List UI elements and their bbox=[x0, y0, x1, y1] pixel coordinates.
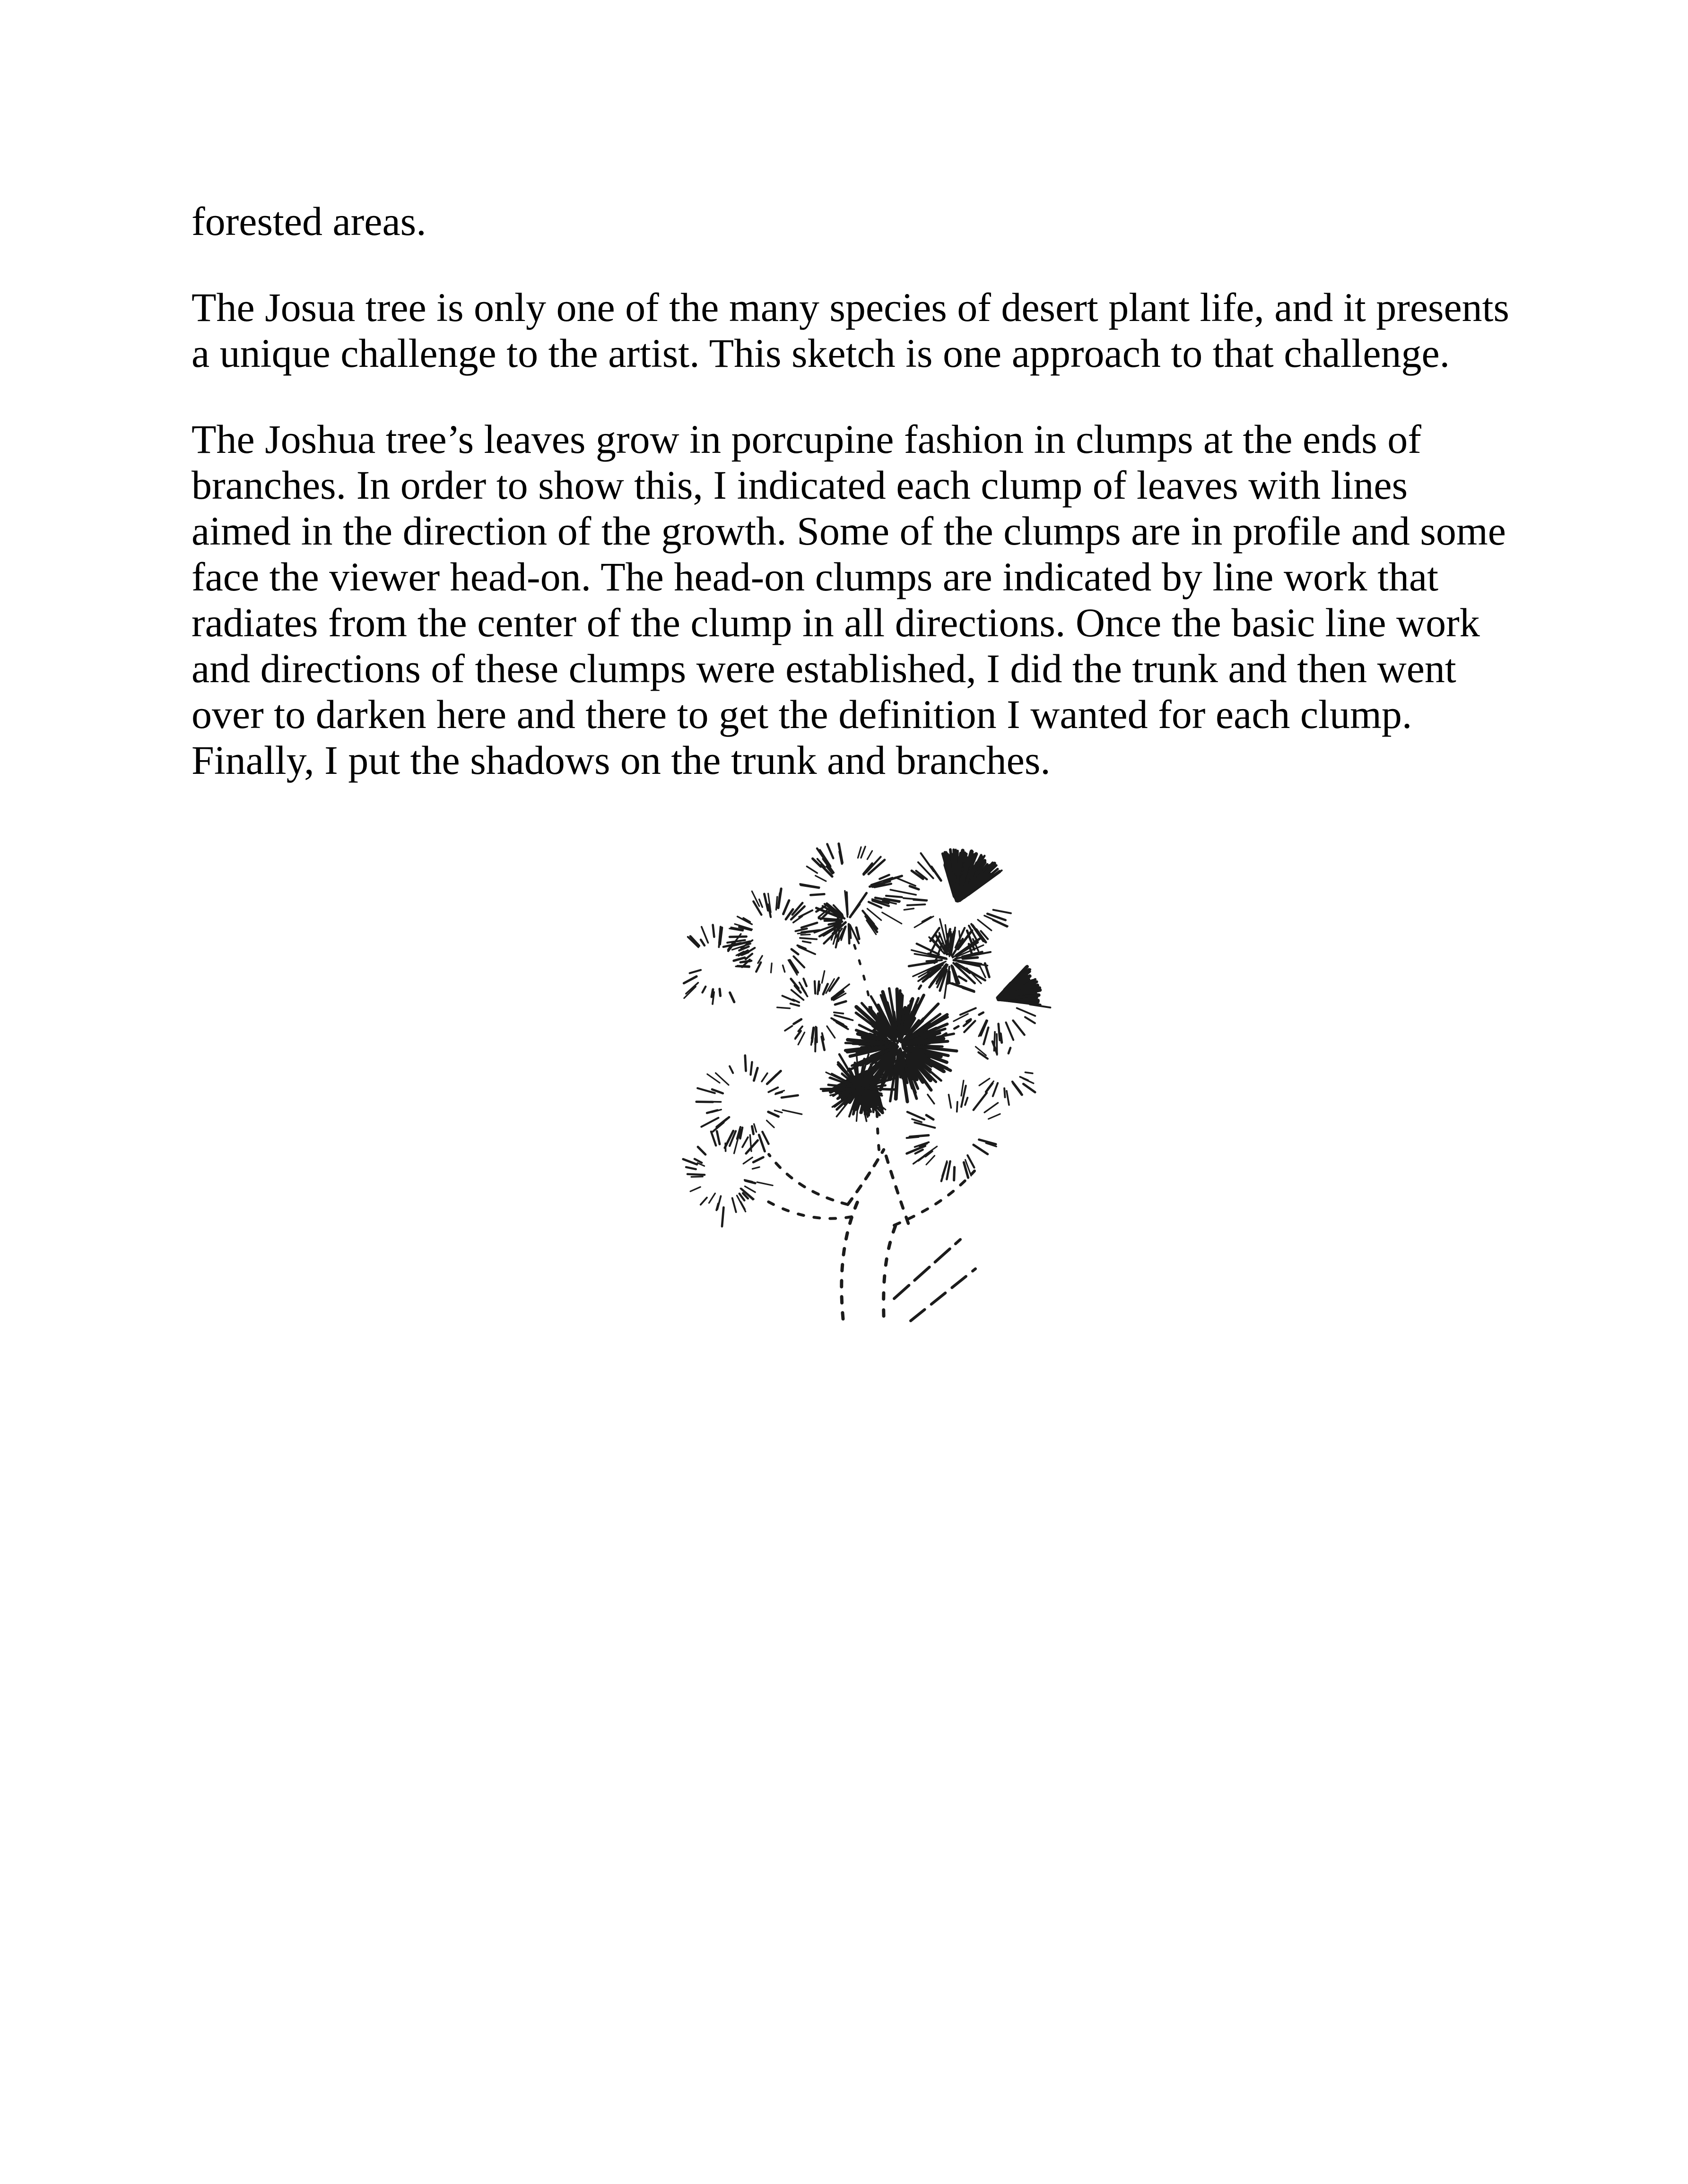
paragraph-line: a unique challenge to the artist. This sketch is one approach to that challenge. bbox=[191, 330, 1450, 376]
paragraph-line: over to darken here and there to get the definition I wanted for each clump. bbox=[191, 692, 1412, 737]
joshua-tree-figure bbox=[672, 823, 1024, 1321]
paragraph-line: The Josua tree is only one of the many species of desert plant life, and it presents bbox=[191, 285, 1510, 330]
paragraph-line: face the viewer head-on. The head-on clumps are indicated by line work that bbox=[191, 554, 1439, 599]
paragraph bbox=[191, 285, 1510, 376]
paragraph-line: forested areas. bbox=[191, 199, 426, 244]
paragraph bbox=[191, 199, 1504, 244]
paragraph-line: radiates from the center of the clump in all directions. Once the basic line work bbox=[191, 600, 1480, 645]
paragraph bbox=[191, 416, 1504, 783]
joshua-tree-sketch bbox=[672, 823, 1024, 1321]
paragraph-line: Finally, I put the shadows on the trunk and branches. bbox=[191, 737, 1051, 783]
paragraph-line: The Joshua tree’s leaves grow in porcupine fashion in clumps at the ends of bbox=[191, 416, 1421, 462]
paragraph-line: branches. In order to show this, I indicated each clump of leaves with lines bbox=[191, 462, 1408, 508]
paragraph-line: aimed in the direction of the growth. Some of the clumps are in profile and some bbox=[191, 508, 1506, 554]
paragraph-line: and directions of these clumps were established, I did the trunk and then went bbox=[191, 646, 1456, 691]
